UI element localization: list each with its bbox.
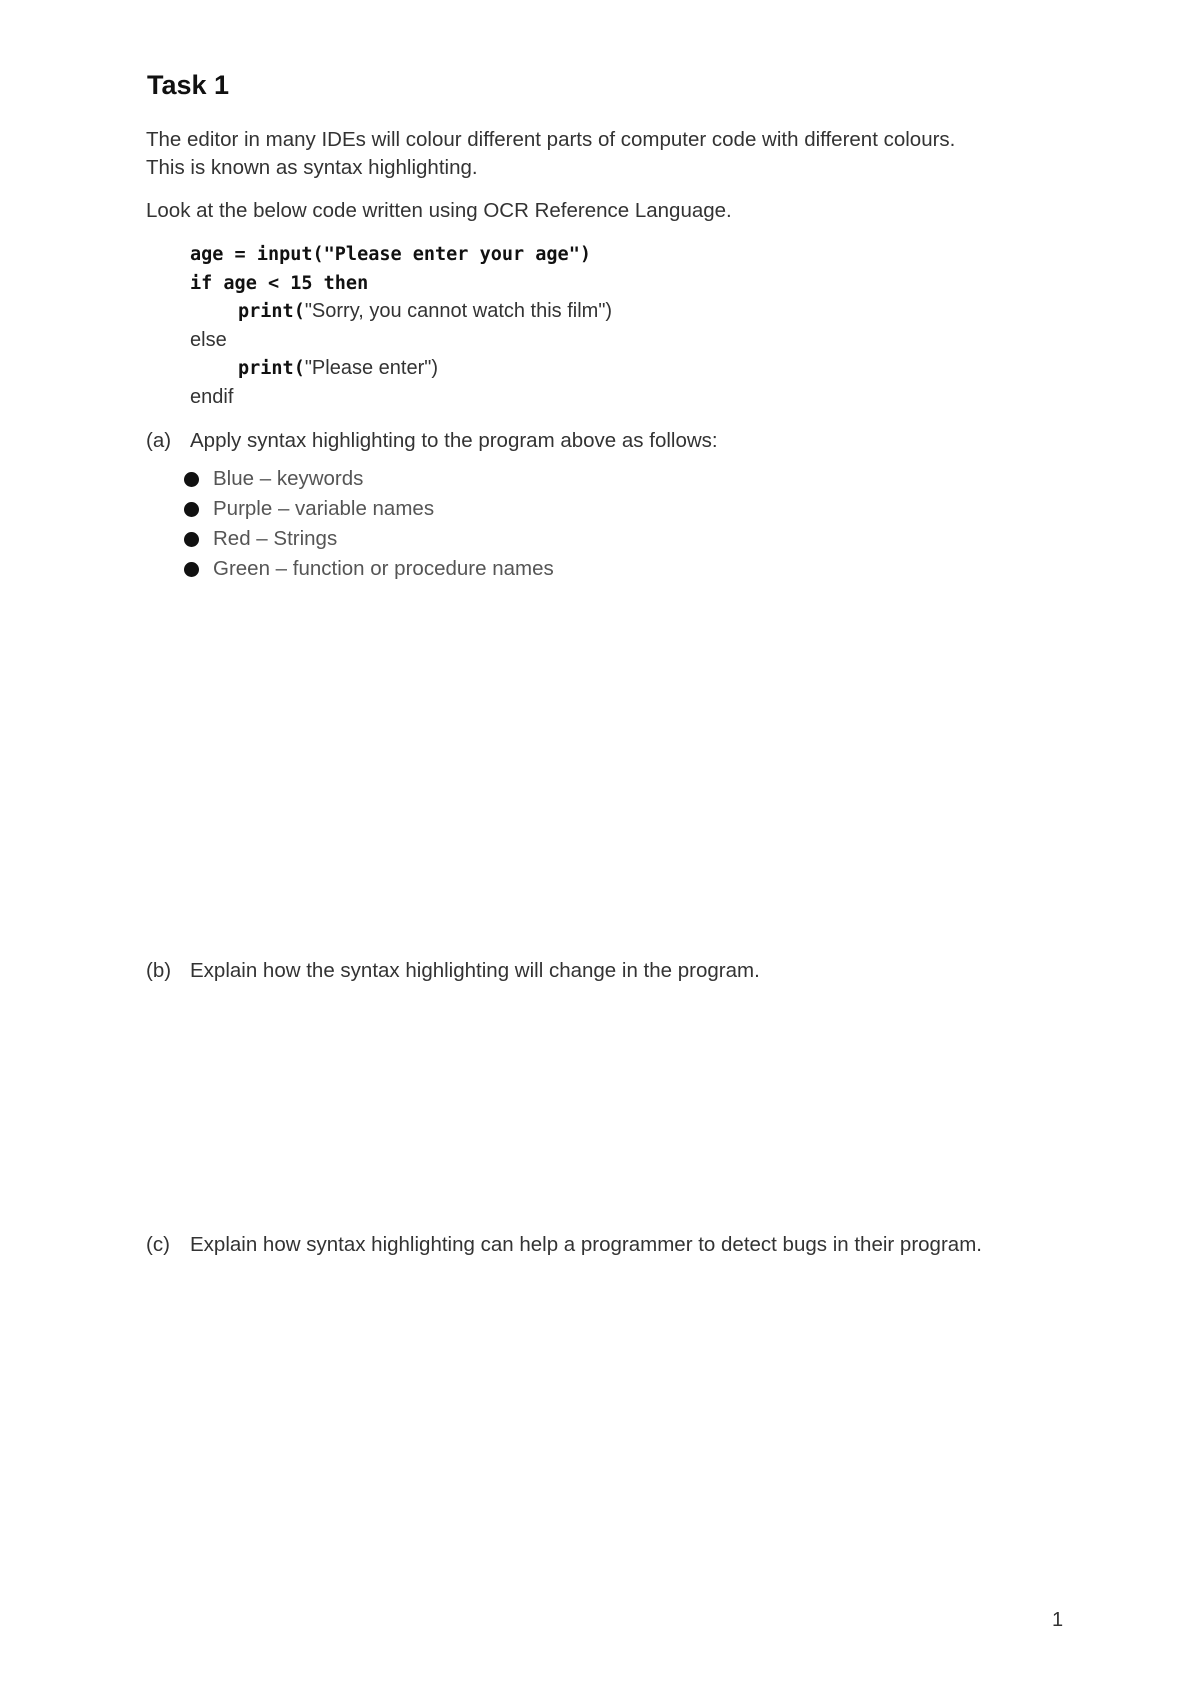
page-title: Task 1 [147, 70, 230, 100]
list-item-text: Green – function or procedure names [213, 557, 554, 580]
question-text: Explain how syntax highlighting can help a programmer to detect bugs in their program. [190, 1233, 982, 1256]
question-text: Apply syntax highlighting to the program above as follows: [190, 429, 718, 452]
code-text: else [190, 328, 227, 351]
question-label: (c) [146, 1233, 170, 1256]
question-a [146, 427, 718, 455]
bullet-icon [184, 532, 199, 547]
bullet-icon [184, 502, 199, 517]
code-text: age = input("Please enter your age") [190, 244, 591, 265]
code-function: print( [238, 301, 305, 322]
question-c [146, 1231, 982, 1259]
intro-line-1: The editor in many IDEs will colour different parts of computer code with different colours. [146, 128, 956, 151]
list-item-text: Red – Strings [213, 527, 338, 550]
list-item [184, 464, 554, 494]
list-item-text: Blue – keywords [213, 467, 364, 490]
code-block [190, 240, 612, 411]
code-text: "Please enter") [304, 357, 438, 379]
code-line-3 [190, 297, 612, 326]
code-line-6 [190, 383, 612, 412]
code-text: endif [190, 385, 234, 408]
question-label: (b) [146, 959, 172, 982]
code-line-4 [190, 326, 612, 355]
bullet-icon [184, 562, 199, 577]
code-text: if age < 15 then [190, 272, 369, 294]
highlight-list [184, 464, 554, 584]
list-item [184, 494, 554, 524]
list-item-text: Purple – variable names [213, 497, 435, 520]
code-line-5 [190, 354, 612, 383]
question-label: (a) [146, 429, 172, 452]
intro-look: Look at the below code written using OCR Reference Language. [146, 199, 732, 222]
code-text: "Sorry, you cannot watch this film") [304, 300, 613, 322]
code-function: print( [238, 358, 305, 379]
bullet-icon [184, 472, 199, 487]
intro-line-2: This is known as syntax highlighting. [146, 156, 478, 179]
question-text: Explain how the syntax highlighting will change in the program. [190, 959, 760, 982]
list-item [184, 524, 554, 554]
page-number: 1 [1052, 1609, 1064, 1631]
list-item [184, 554, 554, 584]
code-line-1 [190, 240, 612, 269]
question-b [146, 957, 760, 985]
code-line-2 [190, 269, 612, 298]
